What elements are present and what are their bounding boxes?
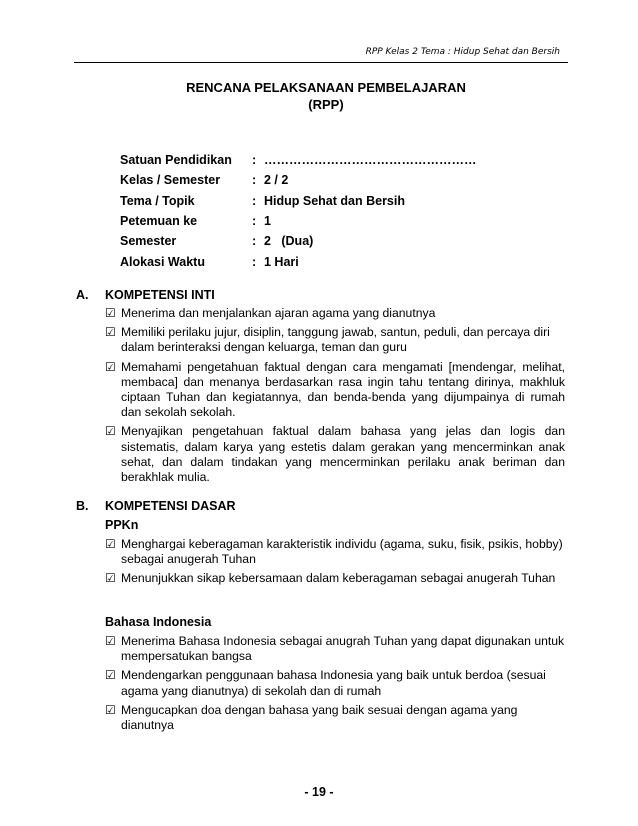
identity-value: 1 Hari — [264, 254, 299, 269]
identity-colon: : — [252, 173, 257, 188]
list-item-text: Menyajikan pengetahuan faktual dalam bahasa yang jelas dan logis dan sistematis, dalam karya yang estetis dalam gerakan yang mencerminkan anak sehat, dan dalam tindakan yang mencerminkan perilaku anak beriman dan berakhlak mulia. — [121, 424, 565, 485]
checkbox-checked-icon: ☑ — [105, 306, 116, 320]
ppkn-list — [105, 537, 565, 591]
document-title — [0, 80, 638, 113]
section-letter: A. — [76, 288, 89, 302]
title-line-2: (RPP) — [308, 97, 344, 112]
list-item — [105, 634, 565, 664]
identity-label: Kelas / Semester — [120, 173, 221, 188]
checkbox-checked-icon: ☑ — [105, 359, 116, 374]
list-item — [105, 668, 565, 698]
identity-table — [120, 150, 477, 272]
identity-colon: : — [252, 214, 257, 229]
subject-heading-ppkn: PPKn — [105, 518, 139, 532]
identity-colon: : — [252, 153, 257, 168]
list-item-text: Mengucapkan doa dengan bahasa yang baik sesuai dengan agama yang dianutnya — [121, 702, 518, 733]
checkbox-checked-icon: ☑ — [105, 325, 116, 340]
list-item-text: Menghargai keberagaman karakteristik individu (agama, suku, fisik, psikis, hobby) sebagai anugerah Tuhan — [121, 537, 563, 567]
section-a-heading — [76, 288, 215, 302]
list-item-text: Mendengarkan penggunaan bahasa Indonesia yang baik untuk berdoa (sesuai agama yang dianutnya) di sekolah dan di rumah — [121, 668, 546, 698]
section-title: KOMPETENSI DASAR — [105, 499, 236, 513]
identity-label: Semester — [120, 234, 177, 249]
kompetensi-inti-list — [105, 306, 565, 489]
identity-value: Hidup Sehat dan Bersih — [264, 193, 405, 208]
identity-row — [120, 170, 477, 190]
checkbox-checked-icon: ☑ — [105, 424, 116, 439]
identity-row — [120, 251, 477, 271]
list-item-text: Menerima dan menjalankan ajaran agama yang dianutnya — [121, 306, 436, 320]
list-item-text: Memiliki perilaku jujur, disiplin, tanggung jawab, santun, peduli, dan percaya diri dalam berinteraksi dengan keluarga, teman dan guru — [121, 325, 550, 355]
identity-row — [120, 231, 477, 251]
checkbox-checked-icon: ☑ — [105, 702, 116, 717]
identity-colon: : — [252, 254, 257, 269]
identity-label: Tema / Topik — [120, 193, 195, 208]
identity-colon: : — [252, 193, 257, 208]
identity-colon: : — [252, 234, 257, 249]
section-letter: B. — [76, 499, 89, 513]
identity-label: Petemuan ke — [120, 214, 198, 229]
identity-row — [120, 150, 477, 170]
title-line-1: RENCANA PELAKSANAAN PEMBELAJARAN — [186, 80, 466, 95]
bahasa-indonesia-list — [105, 634, 565, 737]
identity-value: 2 / 2 — [264, 173, 289, 188]
section-title: KOMPETENSI INTI — [105, 288, 215, 302]
list-item-text: Menunjukkan sikap kebersamaan dalam keberagaman sebagai anugerah Tuhan — [121, 571, 556, 586]
identity-row — [120, 191, 477, 211]
header-rule — [74, 62, 568, 63]
list-item — [105, 325, 565, 355]
identity-label: Alokasi Waktu — [120, 254, 205, 269]
list-item — [105, 571, 565, 586]
list-item — [105, 360, 565, 421]
checkbox-checked-icon: ☑ — [105, 634, 116, 648]
checkbox-checked-icon: ☑ — [105, 537, 116, 551]
running-header: RPP Kelas 2 Tema : Hidup Sehat dan Bersih — [365, 47, 560, 57]
section-b-heading — [76, 499, 236, 513]
list-item — [105, 537, 565, 567]
list-item — [105, 306, 565, 321]
identity-row — [120, 211, 477, 231]
list-item-text: Menerima Bahasa Indonesia sebagai anugrah Tuhan yang dapat digunakan untuk mempersatukan bangsa — [121, 634, 565, 664]
identity-label: Satuan Pendidikan — [120, 153, 232, 168]
list-item-text: Memahami pengetahuan faktual dengan cara mengamati [mendengar, melihat, membaca] dan menanya berdasarkan rasa ingin tahu tentang dirinya, makhluk ciptaan Tuhan dan kegiatannya, dan benda-benda yang dijumpainya di rumah dan sekolah sekolah. — [121, 359, 565, 420]
checkbox-checked-icon: ☑ — [105, 571, 116, 586]
list-item — [105, 703, 565, 733]
identity-value: …………………………………………… — [264, 153, 477, 168]
subject-heading-bahasa-indonesia: Bahasa Indonesia — [105, 615, 212, 629]
list-item — [105, 424, 565, 485]
identity-value: 2 (Dua) — [264, 234, 314, 249]
page-number: - 19 - — [304, 785, 334, 799]
identity-value: 1 — [264, 214, 271, 229]
checkbox-checked-icon: ☑ — [105, 668, 116, 683]
